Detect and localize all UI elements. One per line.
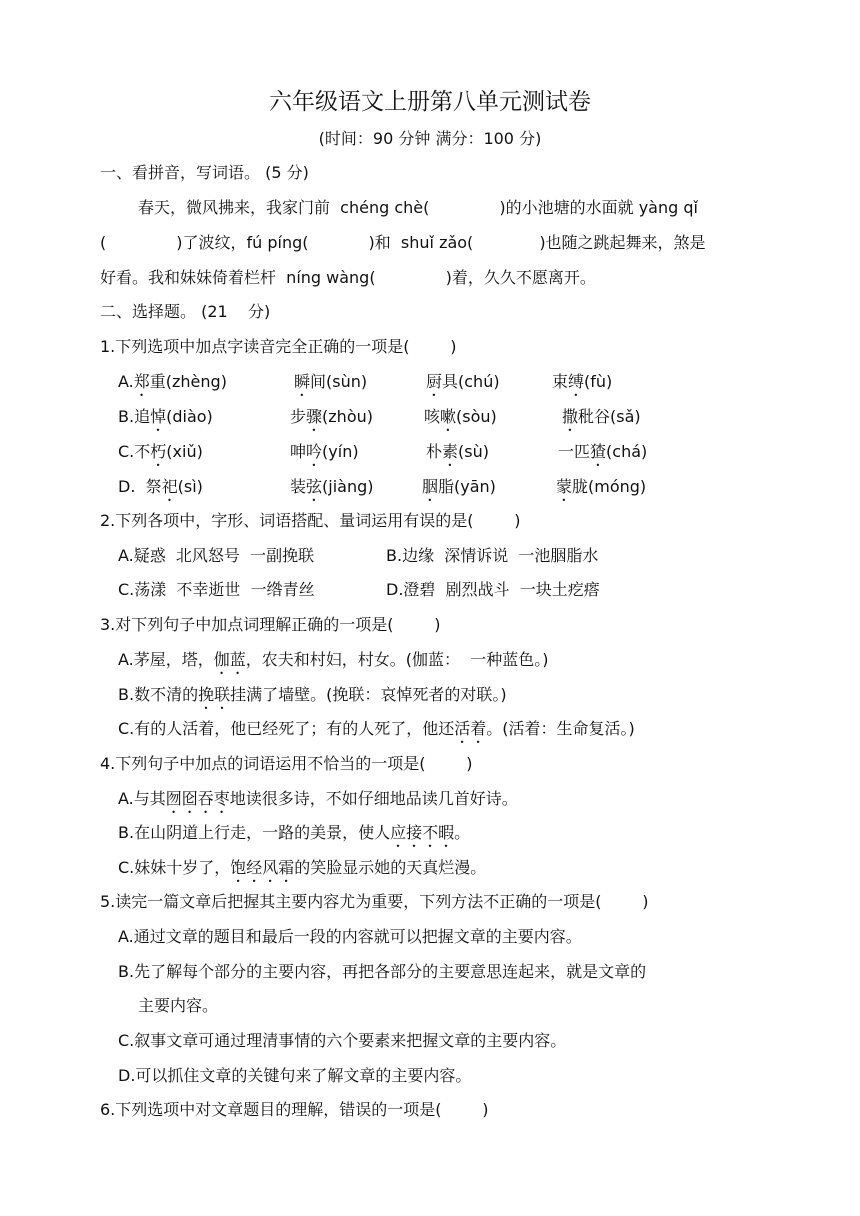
question-4-option-c: C.妹妹十岁了，饱经风霜的笑脸显示她的天真烂漫。 xyxy=(118,858,487,877)
pinyin-line-2 xyxy=(100,231,706,255)
question-2-option-b: B.边缘 深情诉说 一池胭脂水 xyxy=(386,546,599,565)
question-2-option-c: C.荡漾 不幸逝世 一绺青丝 xyxy=(118,580,315,599)
question-4-stem: 4.下列句子中加点的词语运用不恰当的一项是( ) xyxy=(100,754,473,773)
question-5-option-b: B.先了解每个部分的主要内容，再把各部分的主要意思连起来，就是文章的 xyxy=(118,962,647,981)
text: 春天，微风拂来，我家门前 chéng chè( xyxy=(138,198,430,217)
question-3-option-a: A.茅屋，塔，伽蓝，农夫和村妇，村女。(伽蓝： 一种蓝色。) xyxy=(118,650,549,669)
question-5-option-a: A.通过文章的题目和最后一段的内容就可以把握文章的主要内容。 xyxy=(118,927,582,946)
option-item: 步骤(zhòu) xyxy=(290,407,373,426)
exam-time-and-score: (时间：90 分钟 满分：100 分) xyxy=(318,129,542,148)
page-title: 六年级语文上册第八单元测试卷 xyxy=(269,89,591,115)
option-item: 束缚(fù) xyxy=(552,372,613,391)
text: )的小池塘的水面就 yàng qǐ xyxy=(499,198,698,217)
question-5-option-d: D.可以抓住文章的关键句来了解文章的主要内容。 xyxy=(118,1066,472,1085)
section-one-heading: 一、看拼音，写词语。 (5 分) xyxy=(100,163,309,182)
question-5-option-b-continued: 主要内容。 xyxy=(138,996,219,1015)
option-item: 胭脂(yān) xyxy=(422,477,496,496)
option-item: B.追悼(diào) xyxy=(118,407,213,426)
question-4-option-b: B.在山阴道上行走，一路的美景，使人应接不暇。 xyxy=(118,823,471,842)
question-1-stem: 1.下列选项中加点字读音完全正确的一项是( ) xyxy=(100,337,457,356)
option-item: A.郑重(zhèng) xyxy=(118,372,227,391)
question-2-option-d: D.澄碧 剧烈战斗 一块土疙瘩 xyxy=(386,580,600,599)
option-item: 蒙胧(móng) xyxy=(556,477,647,496)
option-item: 厨具(chú) xyxy=(426,372,500,391)
text: )了波纹，fú píng( xyxy=(176,233,309,252)
question-2-option-a: A.疑惑 北风怒号 一副挽联 xyxy=(118,546,315,565)
option-item: 咳嗽(sòu) xyxy=(424,407,497,426)
option-item: 装弦(jiàng) xyxy=(290,477,374,496)
text: )也随之跳起舞来，煞是 xyxy=(539,233,706,252)
option-item: 朴素(sù) xyxy=(426,442,489,461)
question-3-option-b: B.数不清的挽联挂满了墙壁。(挽联：哀悼死者的对联。) xyxy=(118,685,507,704)
question-3-stem: 3.对下列句子中加点词理解正确的一项是( ) xyxy=(100,615,441,634)
option-item: 瞬间(sùn) xyxy=(294,372,368,391)
option-item: 呻吟(yín) xyxy=(290,442,359,461)
section-two-heading: 二、选择题。 (21 分) xyxy=(100,302,271,321)
text: 好看。我和妹妹倚着栏杆 níng wàng( xyxy=(100,268,376,287)
option-item: 一匹猹(chá) xyxy=(558,442,648,461)
question-5-option-c: C.叙事文章可通过理清事情的六个要素来把握文章的主要内容。 xyxy=(118,1031,567,1050)
question-6-stem: 6.下列选项中对文章题目的理解，错误的一项是( ) xyxy=(100,1100,489,1119)
option-item: 撒秕谷(sǎ) xyxy=(562,407,641,426)
question-3-option-c: C.有的人活着，他已经死了；有的人死了，他还活着。(活着：生命复活。) xyxy=(118,719,635,738)
question-5-stem: 5.读完一篇文章后把握其主要内容尤为重要，下列方法不正确的一项是( ) xyxy=(100,892,649,911)
pinyin-line-1 xyxy=(138,196,698,220)
text: )和 shuǐ zǎo( xyxy=(368,233,474,252)
text: ( xyxy=(100,233,107,252)
text: )着，久久不愿离开。 xyxy=(445,268,596,287)
option-item: C.不朽(xiǔ) xyxy=(118,442,203,461)
option-item: D. 祭祀(sì) xyxy=(118,477,203,496)
question-4-option-a: A.与其囫囵吞枣地读很多诗，不如仔细地品读几首好诗。 xyxy=(118,789,518,808)
pinyin-line-3 xyxy=(100,266,596,290)
question-2-stem: 2.下列各项中，字形、词语搭配、量词运用有误的是( ) xyxy=(100,511,521,530)
